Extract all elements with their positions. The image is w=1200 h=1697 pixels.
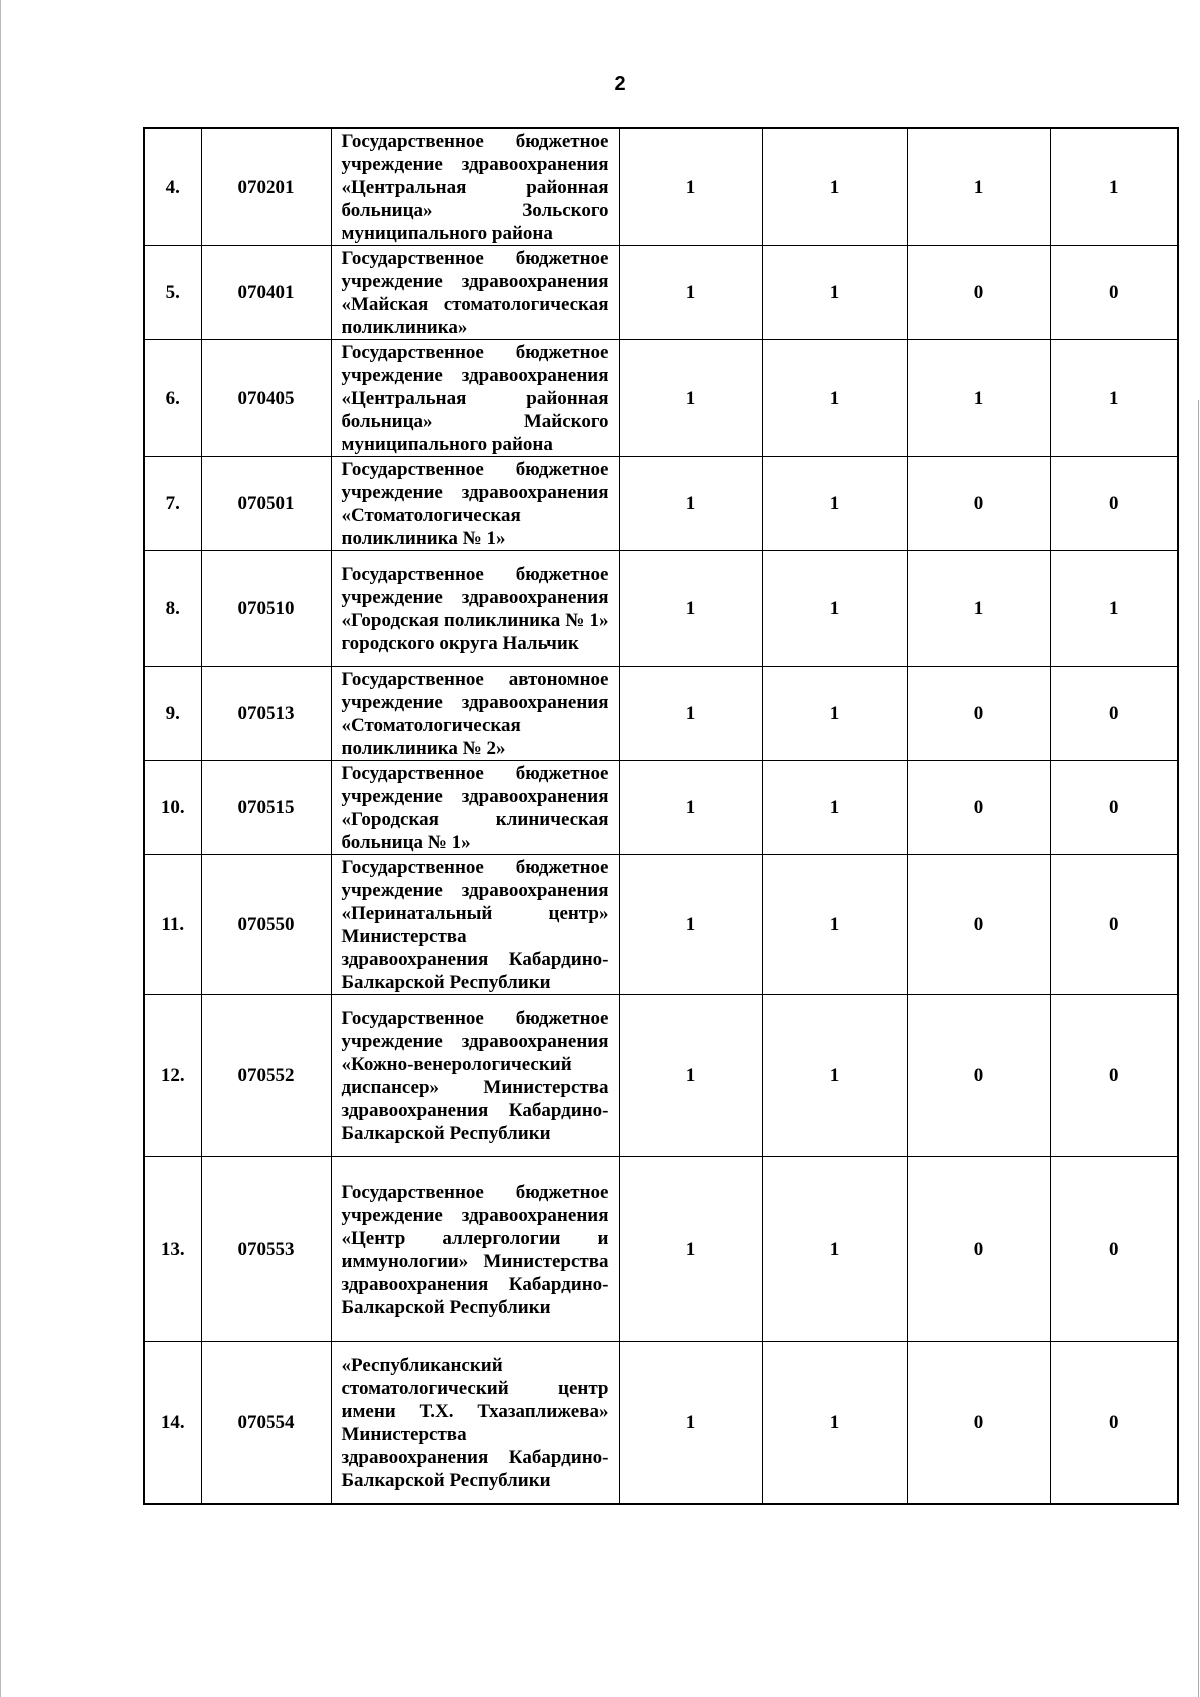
value-cell: 1: [619, 1342, 762, 1504]
value-cell: 1: [907, 340, 1050, 457]
row-number: 13.: [144, 1157, 201, 1342]
value-cell: 1: [762, 761, 907, 855]
value-cell: 1: [762, 128, 907, 246]
value-cell: 1: [762, 1157, 907, 1342]
table-row: [144, 667, 1178, 761]
institution-name: Государственное бюджетное учреждение здравоохранения «Майская стоматологическая поликлиника»: [331, 246, 619, 340]
value-cell: 1: [619, 761, 762, 855]
row-code: 070201: [201, 128, 331, 246]
value-cell: 0: [1050, 855, 1178, 995]
table-row: [144, 855, 1178, 995]
row-number: 8.: [144, 551, 201, 667]
value-cell: 1: [907, 128, 1050, 246]
row-number: 9.: [144, 667, 201, 761]
row-code: 070513: [201, 667, 331, 761]
value-cell: 0: [1050, 995, 1178, 1157]
value-cell: 1: [762, 246, 907, 340]
value-cell: 0: [1050, 457, 1178, 551]
value-cell: 0: [907, 995, 1050, 1157]
page-number: 2: [614, 73, 626, 95]
value-cell: 0: [1050, 761, 1178, 855]
value-cell: 0: [1050, 667, 1178, 761]
value-cell: 1: [619, 551, 762, 667]
value-cell: 0: [907, 761, 1050, 855]
table-row: [144, 128, 1178, 246]
value-cell: 0: [907, 457, 1050, 551]
row-code: 070401: [201, 246, 331, 340]
row-code: 070501: [201, 457, 331, 551]
institution-name: Государственное бюджетное учреждение здравоохранения «Центральная районная больница» Майского муниципального района: [331, 340, 619, 457]
value-cell: 0: [907, 667, 1050, 761]
institution-name: Государственное бюджетное учреждение здравоохранения «Центр аллергологии и иммунологии» Министерства здравоохранения Кабардино-Балкарской Республики: [331, 1157, 619, 1342]
institution-name: «Республиканский стоматологический центр имени Т.Х. Тхазаплижева» Министерства здравоохранения Кабардино-Балкарской Республики: [331, 1342, 619, 1504]
value-cell: 1: [1050, 551, 1178, 667]
table-row: [144, 1157, 1178, 1342]
institution-name: Государственное бюджетное учреждение здравоохранения «Городская клиническая больница № 1»: [331, 761, 619, 855]
institution-name: Государственное бюджетное учреждение здравоохранения «Городская поликлиника № 1» городского округа Нальчик: [331, 551, 619, 667]
value-cell: 0: [907, 855, 1050, 995]
value-cell: 1: [762, 855, 907, 995]
value-cell: 1: [762, 667, 907, 761]
row-number: 4.: [144, 128, 201, 246]
value-cell: 1: [1050, 128, 1178, 246]
row-number: 10.: [144, 761, 201, 855]
row-code: 070515: [201, 761, 331, 855]
row-number: 7.: [144, 457, 201, 551]
value-cell: 1: [619, 667, 762, 761]
row-code: 070553: [201, 1157, 331, 1342]
table-row: [144, 1342, 1178, 1504]
value-cell: 1: [762, 995, 907, 1157]
value-cell: 1: [619, 995, 762, 1157]
row-number: 6.: [144, 340, 201, 457]
value-cell: 1: [762, 1342, 907, 1504]
value-cell: 0: [907, 246, 1050, 340]
table-row: [144, 457, 1178, 551]
value-cell: 1: [907, 551, 1050, 667]
table-row: [144, 551, 1178, 667]
institution-name: Государственное бюджетное учреждение здравоохранения «Центральная районная больница» Зольского муниципального района: [331, 128, 619, 246]
value-cell: 0: [907, 1342, 1050, 1504]
value-cell: 1: [619, 128, 762, 246]
value-cell: 1: [1050, 340, 1178, 457]
institution-name: Государственное бюджетное учреждение здравоохранения «Перинатальный центр» Министерства здравоохранения Кабардино-Балкарской Республики: [331, 855, 619, 995]
row-number: 5.: [144, 246, 201, 340]
row-code: 070554: [201, 1342, 331, 1504]
value-cell: 1: [619, 457, 762, 551]
value-cell: 0: [1050, 246, 1178, 340]
value-cell: 1: [762, 340, 907, 457]
value-cell: 1: [619, 855, 762, 995]
scan-edge-mark: [1198, 400, 1199, 1697]
row-number: 11.: [144, 855, 201, 995]
value-cell: 1: [619, 1157, 762, 1342]
scan-edge-mark: [0, 0, 1, 1697]
row-code: 070550: [201, 855, 331, 995]
row-number: 12.: [144, 995, 201, 1157]
value-cell: 1: [762, 551, 907, 667]
table-body: [144, 128, 1178, 1504]
institution-name: Государственное автономное учреждение здравоохранения «Стоматологическая поликлиника № 2»: [331, 667, 619, 761]
table-row: [144, 340, 1178, 457]
table-row: [144, 246, 1178, 340]
value-cell: 1: [619, 246, 762, 340]
row-code: 070405: [201, 340, 331, 457]
value-cell: 1: [762, 457, 907, 551]
table-row: [144, 761, 1178, 855]
value-cell: 0: [907, 1157, 1050, 1342]
institution-name: Государственное бюджетное учреждение здравоохранения «Стоматологическая поликлиника № 1»: [331, 457, 619, 551]
value-cell: 1: [619, 340, 762, 457]
row-code: 070552: [201, 995, 331, 1157]
row-number: 14.: [144, 1342, 201, 1504]
value-cell: 0: [1050, 1342, 1178, 1504]
value-cell: 0: [1050, 1157, 1178, 1342]
institutions-table: [143, 127, 1179, 1505]
institution-name: Государственное бюджетное учреждение здравоохранения «Кожно-венерологический диспансер» Министерства здравоохранения Кабардино-Балкарской Республики: [331, 995, 619, 1157]
row-code: 070510: [201, 551, 331, 667]
table-row: [144, 995, 1178, 1157]
